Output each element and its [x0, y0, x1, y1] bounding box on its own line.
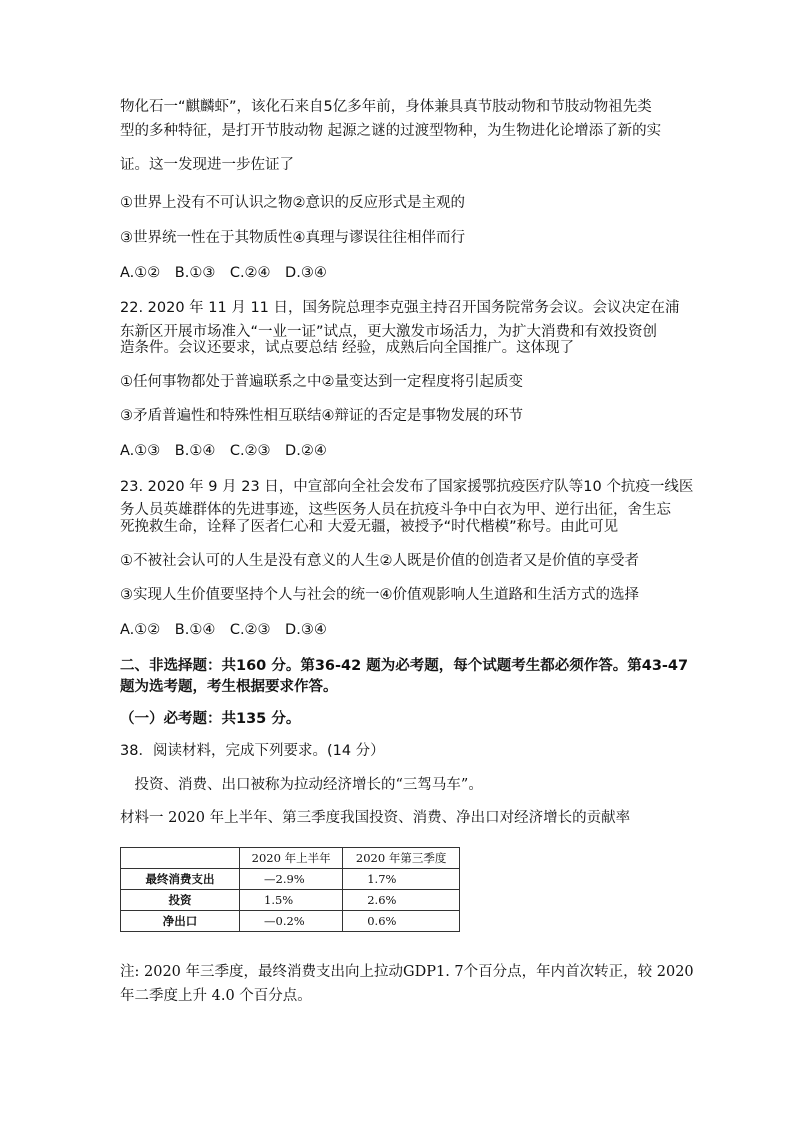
answer-choices-22: A.①③ B.①④ C.②③ D.②④ [120, 443, 327, 459]
q23-line-2: 务人员英雄群体的先进事迹，这些医务人员在抗疫斗争中白衣为甲、逆行出征，舍生忘 [120, 502, 671, 518]
q22-option-1: ①任何事物都处于普遍联系之中②量变达到一定程度将引起质变 [120, 374, 523, 390]
q22-option-2: ③矛盾普遍性和特殊性相互联结④辩证的否定是事物发展的环节 [120, 408, 523, 424]
contribution-table [120, 847, 460, 932]
q23-line-1: 23. 2020 年 9 月 23 日，中宣部向全社会发布了国家援鄂抗疫医疗队等10 个抗疫一线医 [120, 479, 694, 495]
q23-option-1: ①不被社会认可的人生是没有意义的人生②人既是价值的创造者又是价值的享受者 [120, 553, 639, 569]
passage-line-3: 证。这一发现进一步佐证了 [120, 157, 294, 173]
subsection-heading: （一）必考题：共135 分。 [120, 711, 301, 727]
answer-choices-21: A.①② B.①③ C.②④ D.③④ [120, 265, 327, 281]
row-label: 投资 [121, 890, 240, 911]
answer-choices-23: A.①② B.①④ C.②③ D.③④ [120, 622, 327, 638]
table-row [121, 911, 460, 932]
section-heading-line-2: 题为选考题，考生根据要求作答。 [120, 679, 338, 695]
q22-line-2: 东新区开展市场准入“一业一证”试点，更大激发市场活力，为扩大消费和有效投资创 [120, 324, 658, 340]
passage-line-1: 物化石一“麒麟虾”，该化石来自5亿多年前，身体兼具真节肢动物和节肢动物祖先类 [120, 99, 652, 115]
table-row [121, 890, 460, 911]
table-header-row [121, 848, 460, 869]
row-label: 净出口 [121, 911, 240, 932]
cell-h1: —2.9% [240, 869, 343, 890]
cell-q3: 2.6% [343, 890, 460, 911]
table-row [121, 869, 460, 890]
note-line-2: 年二季度上升 4.0 个百分点。 [120, 988, 312, 1004]
cell-q3: 1.7% [343, 869, 460, 890]
q38-prompt: 38．阅读材料，完成下列要求。(14 分） [120, 743, 385, 759]
q23-line-3: 死挽救生命，诠释了医者仁心和 大爱无疆，被授予“时代楷模”称号。由此可见 [120, 519, 619, 535]
q38-intro: 投资、消费、出口被称为拉动经济增长的“三驾马车”。 [120, 777, 483, 793]
cell-q3: 0.6% [343, 911, 460, 932]
option-line-1: ①世界上没有不可认识之物②意识的反应形式是主观的 [120, 195, 465, 211]
q22-line-1: 22. 2020 年 11 月 11 日，国务院总理李克强主持召开国务院常务会议。会议决定在浦 [120, 300, 680, 316]
table-header-blank [121, 848, 240, 869]
row-label: 最终消费支出 [121, 869, 240, 890]
q23-option-2: ③实现人生价值要坚持个人与社会的统一④价值观影响人生道路和生活方式的选择 [120, 587, 639, 603]
cell-h1: —0.2% [240, 911, 343, 932]
cell-h1: 1.5% [240, 890, 343, 911]
q22-line-3: 造条件。会议还要求，试点要总结 经验，成熟后向全国推广。这体现了 [120, 340, 575, 356]
table-header-q3: 2020 年第三季度 [343, 848, 460, 869]
table-header-h1: 2020 年上半年 [240, 848, 343, 869]
passage-line-2: 型的多种特征，是打开节肢动物 起源之谜的过渡型物种，为生物进化论增添了新的实 [120, 123, 662, 139]
note-line-1: 注: 2020 年三季度，最终消费支出向上拉动GDP1. 7个百分点，年内首次转正，较 2020 [120, 964, 694, 980]
material-1-title: 材料一 2020 年上半年、第三季度我国投资、消费、净出口对经济增长的贡献率 [120, 810, 631, 826]
section-heading-line-1: 二、非选择题：共160 分。第36-42 题为必考题，每个试题考生都必须作答。第43-47 [120, 658, 689, 674]
option-line-2: ③世界统一性在于其物质性④真理与谬误往往相伴而行 [120, 230, 465, 246]
